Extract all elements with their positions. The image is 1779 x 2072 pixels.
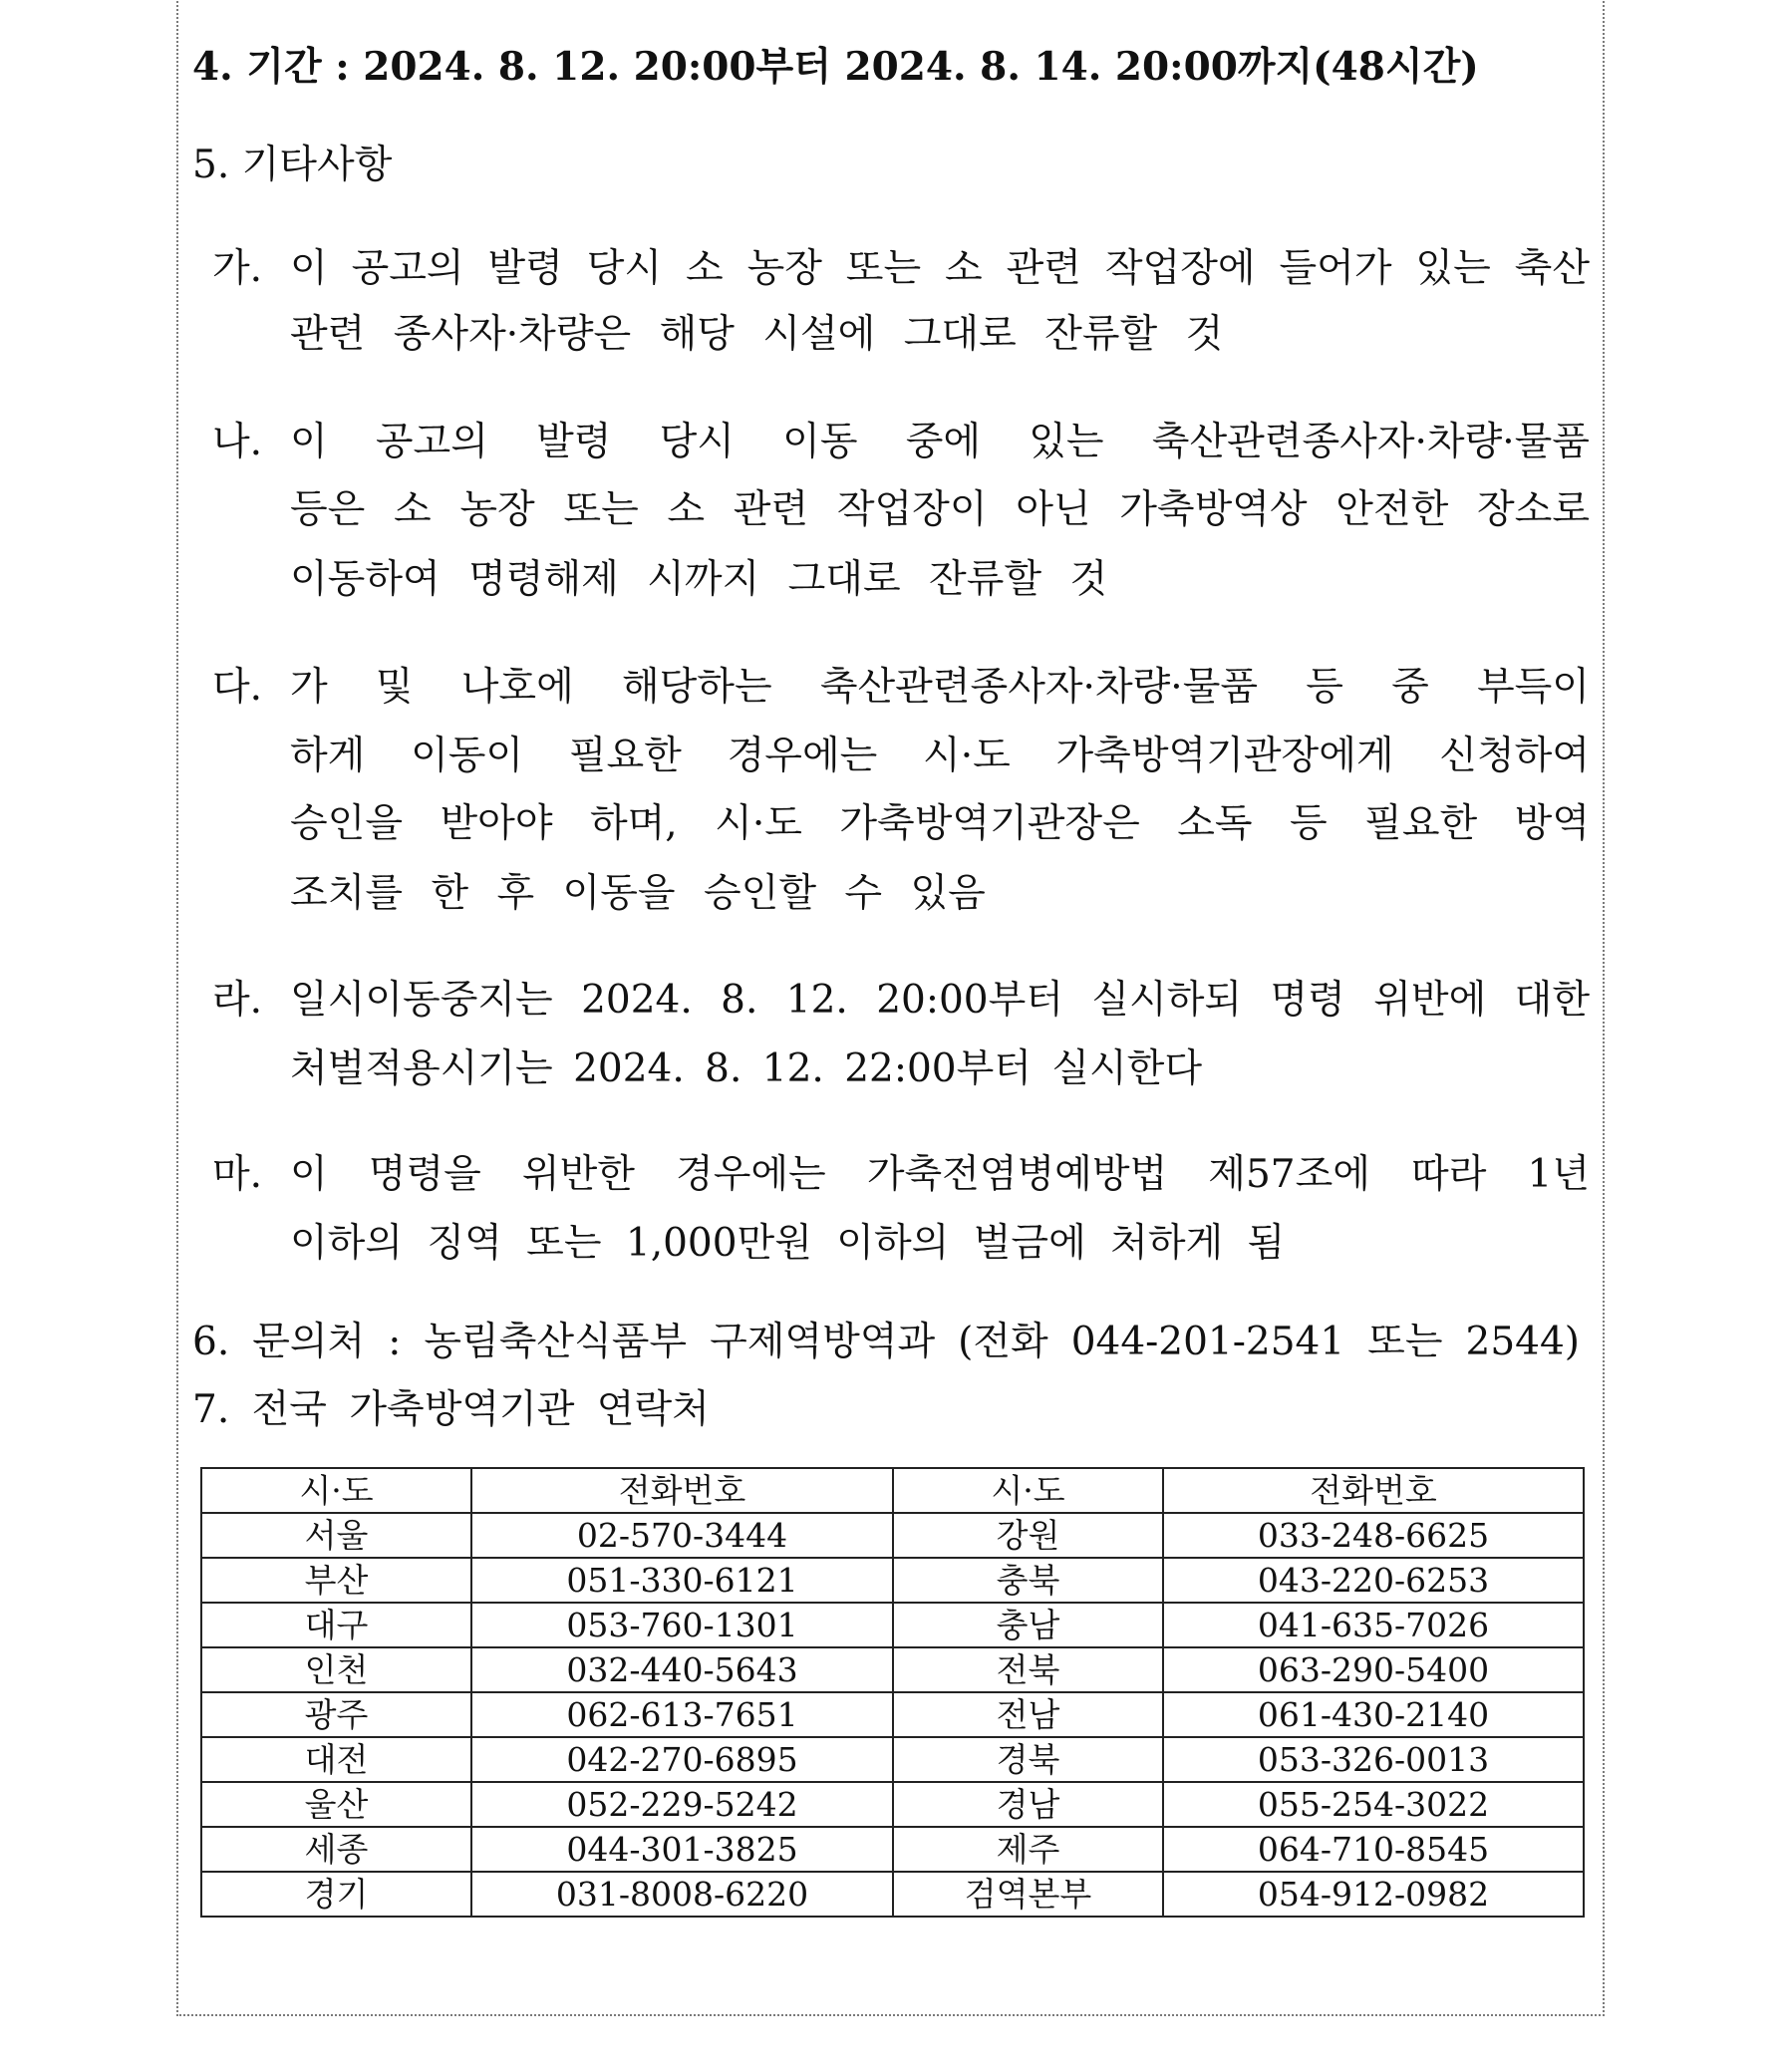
phone-cell: 053-760-1301	[471, 1603, 893, 1647]
item-ga-line-2: 관련 종사자·차량은 해당 시설에 그대로 잔류할 것	[290, 312, 1224, 357]
region-cell: 경기	[201, 1872, 471, 1917]
item-ma-line-2: 이하의 징역 또는 1,000만원 이하의 벌금에 처하게 됨	[290, 1221, 1286, 1266]
table-row	[201, 1782, 1584, 1827]
item-label-da: 다.	[212, 665, 263, 710]
item-label-na: 나.	[212, 420, 263, 464]
table-row	[201, 1827, 1584, 1872]
phone-cell: 033-248-6625	[1163, 1513, 1584, 1558]
phone-cell: 031-8008-6220	[471, 1872, 893, 1917]
region-cell: 인천	[201, 1647, 471, 1692]
region-cell: 검역본부	[893, 1872, 1163, 1917]
item-ra-line-1: 일시이동중지는 2024. 8. 12. 20:00부터 실시하되 명령 위반에 대한	[290, 978, 1590, 1023]
phone-cell: 054-912-0982	[1163, 1872, 1584, 1917]
region-cell: 부산	[201, 1558, 471, 1603]
phone-cell: 032-440-5643	[471, 1647, 893, 1692]
table-row	[201, 1603, 1584, 1647]
header-phone: 전화번호	[471, 1468, 893, 1513]
item-label-ga: 가.	[212, 246, 263, 291]
item-na-line-1: 이 공고의 발령 당시 이동 중에 있는 축산관련종사자·차량·물품	[290, 420, 1590, 464]
item-da-line-4: 조치를 한 후 이동을 승인할 수 있음	[290, 871, 986, 916]
table-row	[201, 1692, 1584, 1737]
region-cell: 서울	[201, 1513, 471, 1558]
header-region: 시·도	[201, 1468, 471, 1513]
item-na-line-2: 등은 소 농장 또는 소 관련 작업장이 아닌 가축방역상 안전한 장소로	[290, 487, 1590, 532]
header-region: 시·도	[893, 1468, 1163, 1513]
table-row	[201, 1872, 1584, 1917]
region-cell: 제주	[893, 1827, 1163, 1872]
agency-contacts-heading: 7. 전국 가축방역기관 연락처	[192, 1387, 710, 1432]
phone-cell: 041-635-7026	[1163, 1603, 1584, 1647]
phone-cell: 053-326-0013	[1163, 1737, 1584, 1782]
phone-cell: 042-270-6895	[471, 1737, 893, 1782]
phone-cell: 061-430-2140	[1163, 1692, 1584, 1737]
phone-cell: 02-570-3444	[471, 1513, 893, 1558]
region-cell: 대전	[201, 1737, 471, 1782]
item-label-ra: 라.	[212, 978, 263, 1023]
region-cell: 전북	[893, 1647, 1163, 1692]
item-ra-line-2: 처벌적용시기는 2024. 8. 12. 22:00부터 실시한다	[290, 1046, 1203, 1091]
phone-cell: 043-220-6253	[1163, 1558, 1584, 1603]
period-heading: 4. 기간 : 2024. 8. 12. 20:00부터 2024. 8. 14. 20:00까지(48시간)	[192, 44, 1479, 90]
table-row	[201, 1647, 1584, 1692]
contact-heading: 6. 문의처 : 농림축산식품부 구제역방역과 (전화 044-201-2541 또는 2544)	[192, 1320, 1580, 1364]
misc-heading: 5. 기타사항	[192, 143, 393, 187]
region-cell: 경북	[893, 1737, 1163, 1782]
region-cell: 전남	[893, 1692, 1163, 1737]
item-da-line-3: 승인을 받아야 하며, 시·도 가축방역기관장은 소독 등 필요한 방역	[290, 801, 1590, 846]
region-cell: 대구	[201, 1603, 471, 1647]
region-cell: 충북	[893, 1558, 1163, 1603]
item-label-ma: 마.	[212, 1152, 263, 1197]
table-row	[201, 1558, 1584, 1603]
header-phone: 전화번호	[1163, 1468, 1584, 1513]
region-cell: 강원	[893, 1513, 1163, 1558]
table-row	[201, 1513, 1584, 1558]
agency-contacts-table	[200, 1467, 1585, 1918]
phone-cell: 052-229-5242	[471, 1782, 893, 1827]
phone-cell: 062-613-7651	[471, 1692, 893, 1737]
item-ga-line-1: 이 공고의 발령 당시 소 농장 또는 소 관련 작업장에 들어가 있는 축산	[290, 246, 1590, 291]
item-da-line-1: 가 및 나호에 해당하는 축산관련종사자·차량·물품 등 중 부득이	[290, 665, 1590, 710]
table-row	[201, 1737, 1584, 1782]
item-na-line-3: 이동하여 명령해제 시까지 그대로 잔류할 것	[290, 557, 1108, 602]
item-da-line-2: 하게 이동이 필요한 경우에는 시·도 가축방역기관장에게 신청하여	[290, 734, 1590, 778]
phone-cell: 064-710-8545	[1163, 1827, 1584, 1872]
region-cell: 충남	[893, 1603, 1163, 1647]
phone-cell: 051-330-6121	[471, 1558, 893, 1603]
region-cell: 광주	[201, 1692, 471, 1737]
item-ma-line-1: 이 명령을 위반한 경우에는 가축전염병예방법 제57조에 따라 1년	[290, 1152, 1590, 1197]
region-cell: 경남	[893, 1782, 1163, 1827]
phone-cell: 044-301-3825	[471, 1827, 893, 1872]
region-cell: 울산	[201, 1782, 471, 1827]
region-cell: 세종	[201, 1827, 471, 1872]
phone-cell: 055-254-3022	[1163, 1782, 1584, 1827]
table-header-row	[201, 1468, 1584, 1513]
phone-cell: 063-290-5400	[1163, 1647, 1584, 1692]
